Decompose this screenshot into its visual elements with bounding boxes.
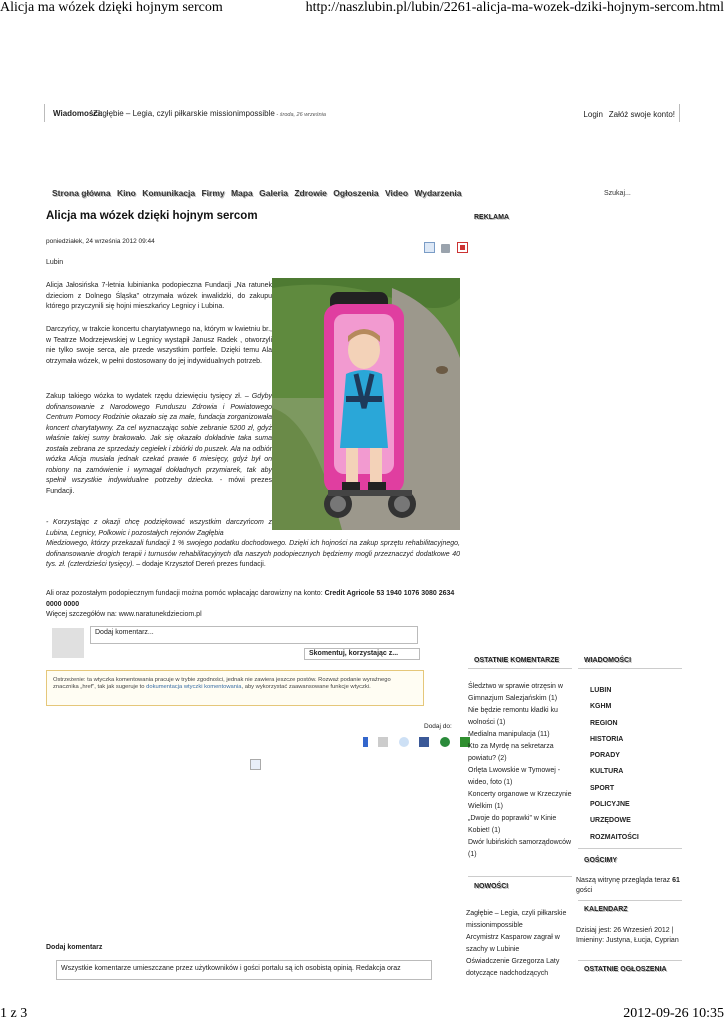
main-nav [52, 188, 465, 198]
list-item[interactable]: „Dwoje do poprawki” w Kinie Kobiet! (1) [468, 815, 557, 834]
article-paragraph-3-lead: Zakup takiego wózka to wydatek rzędu dziewięciu tysięcy zł. – [46, 393, 252, 400]
guests-text-b: gości [576, 887, 593, 894]
comment-policy-box: Wszystkie komentarze umieszczane przez użytkowników i gości portalu są ich osobistą opinią. Redakcja oraz [56, 960, 432, 980]
news-ticker-item[interactable] [93, 109, 326, 118]
latest-comments-list [468, 681, 572, 861]
nav-item-cinema[interactable]: Kino [116, 188, 136, 198]
divider [468, 876, 572, 877]
nav-item-events[interactable]: Wydarzenia [414, 188, 462, 198]
share-icons [358, 734, 476, 752]
add-comment-heading: Dodaj komentarz [46, 944, 103, 951]
nav-item-transport[interactable]: Komunikacja [142, 188, 196, 198]
divider [578, 848, 682, 849]
divider [578, 668, 682, 669]
warning-text-a: Ostrzeżenie: ta wtyczka komentowania pracuje w trybie zgodności, jednak nie zawiera jeszcze postów. Rozważ podanie wyraźnego znacznika „href”, tak jak sugeruje to [53, 677, 391, 690]
guests-text-a: Naszą witrynę przegląda teraz [576, 877, 673, 884]
print-page-number: 1 z 3 [0, 1006, 28, 1021]
nav-item-gallery[interactable]: Galeria [259, 188, 288, 198]
category-link-official[interactable]: URZĘDOWE [590, 817, 631, 825]
ad-heading: REKLAMA [474, 214, 509, 221]
category-link-region[interactable]: REGION [590, 719, 618, 727]
nav-item-home[interactable]: Strona główna [52, 188, 111, 198]
comment-input[interactable]: Dodaj komentarz... [90, 626, 418, 644]
print-datetime: 2012-09-26 10:35 [623, 1006, 724, 1021]
delicious-icon[interactable] [358, 737, 368, 747]
newest-list [466, 908, 570, 980]
email-icon[interactable] [424, 242, 435, 253]
category-link-police[interactable]: POLICYJNE [590, 801, 630, 809]
news-categories-list [590, 683, 639, 846]
nav-item-map[interactable]: Mapa [231, 188, 253, 198]
guests-heading: GOŚCIMY [584, 857, 618, 864]
calendar-heading: KALENDARZ [584, 906, 628, 913]
bank-account: Credit Agricole 53 1940 1076 3080 2634 0000 0000 [46, 590, 455, 608]
news-ticker-label: Wiadomości: [53, 109, 103, 118]
category-link-history[interactable]: HISTORIA [590, 735, 624, 743]
article-paragraph-1: Alicja Jałosińska 7-letnia lubinianka podopieczna Fundacji „Na ratunek dzieciom z Dolnego Śląska” otrzymała wózek inwalidzki, do zakupu którego przyczynili się hojni mieszkańcy Legnicy i Lubina. [46, 282, 272, 310]
comment-with-button[interactable]: Skomentuj, korzystając z... [304, 648, 420, 660]
digg-icon[interactable] [378, 737, 388, 747]
news-categories-heading: WIADOMOŚCI [584, 657, 632, 664]
search-input[interactable]: Szukaj... [604, 190, 631, 197]
article-paragraph-2: Darczyńcy, w trakcie koncertu charytatywnego na, którym w kwietniu br., w Teatrze Modrzejewskiej w Legnicy wystąpił Janusz Radek , otworzyli nie tylko swoje serca, ale przede wszystkim portfele. Dzięki temu Ala otrzymała wózek, w pełni dostosowany do jej indywidualnych potrzeb. [46, 326, 272, 365]
list-item[interactable]: Orlęta Lwowskie w Tymowej - wideo, foto (1) [468, 767, 561, 786]
article-tools [424, 240, 470, 258]
list-item[interactable]: Nie będzie remontu kładki ku wolności (1) [468, 707, 558, 726]
news-ticker-date: - środa, 26 września [274, 112, 326, 118]
list-item[interactable]: Śledztwo w sprawie otrzęsin w Gimnazjum Salezjańskim (1) [468, 683, 563, 702]
category-link-advice[interactable]: PORADY [590, 752, 620, 760]
article-paragraph-5 [46, 589, 460, 610]
reddit-icon[interactable] [399, 737, 409, 747]
register-link[interactable]: Załóż swoje konto! [608, 110, 675, 119]
list-item[interactable]: Zagłębie – Legia, czyli piłkarskie missionimpossible [466, 910, 567, 929]
avatar [52, 628, 84, 658]
stumbleupon-icon[interactable] [440, 737, 450, 747]
article-date: poniedziałek, 24 września 2012 09:44 [46, 238, 155, 245]
warning-text-b: , aby wykorzystać zaawansowane funkcje wtyczki. [241, 684, 371, 690]
comment-plugin-warning [46, 670, 424, 706]
article-photo [272, 278, 460, 530]
print-page-url: http://naszlubin.pl/lubin/2261-alicja-ma-wozek-dziki-hojnym-sercom.html [305, 0, 724, 15]
facebook-icon[interactable] [419, 737, 429, 747]
girl-in-wheelchair-image [272, 278, 460, 530]
nav-item-health[interactable]: Zdrowie [294, 188, 327, 198]
list-item[interactable]: Kto za Myrdę na sekretarza powiatu? (2) [468, 743, 554, 762]
guests-counter [576, 876, 680, 896]
guests-count: 61 [672, 877, 680, 884]
article-paragraph-3-tail: - mówi prezes Fundacji. [46, 477, 272, 495]
list-item[interactable]: Koncerty organowe w Krzeczynie Wielkim (1) [468, 791, 572, 810]
print-page-title: Alicja ma wózek dzięki hojnym sercom [0, 0, 223, 15]
article-paragraph-4a: - Korzystając z okazji chcę podziękować wszystkim darczyńcom z Lubina, Legnicy, Polkowic i pozostałych rejonów Zagłębia [46, 519, 272, 537]
nav-item-classifieds[interactable]: Ogłoszenia [333, 188, 379, 198]
article-paragraph-4b-tail: – dodaje Krzysztof Dereń prezes fundacji. [134, 561, 266, 568]
print-icon[interactable] [441, 244, 450, 253]
nav-item-video[interactable]: Video [385, 188, 409, 198]
list-item[interactable]: Medialna manipulacja (11) [468, 731, 550, 738]
list-item[interactable]: Arcymistrz Kasparow zagrał w szachy w Lubinie [466, 934, 560, 953]
latest-ads-heading: OSTATNIE OGŁOSZENIA [584, 966, 667, 973]
divider [578, 960, 682, 961]
article-paragraph-3-quote: Gdyby dofinansowanie z Narodowego Funduszu Zdrowia i Powiatowego Centrum Pomocy Rodzinie okazało się za małe, fundacja zorganizowała koncert charytatywny. Za cel wyznaczając sobie zebranie 5200 zł, gdyż właśnie takiej sumy brakowało. Jak się okazało dokładnie taka suma została zebrana ze sprzedaży cegiełek i zbiórki do puszek. Ala na odbiór wózka Alicja musiała jednak czekać prawie 6 miesięcy, gdyż był on robiony na zamówienie i wymagał dokładnych przymiarek, tak aby spełnił wszystkie indywidualne potrzeby dziecka. [46, 393, 272, 484]
latest-comments-heading: OSTATNIE KOMENTARZE [474, 657, 560, 664]
list-item[interactable]: Dwór lubińskich samorządowców (1) [468, 839, 572, 858]
divider [578, 900, 682, 901]
article-paragraph-3 [46, 392, 272, 497]
newest-heading: NOWOŚCI [474, 883, 509, 890]
category-link-culture[interactable]: KULTURA [590, 768, 624, 776]
news-ticker-headline[interactable]: Zagłębie – Legia, czyli piłkarskie missionimpossible [93, 109, 275, 118]
article-location: Lubin [46, 259, 64, 266]
ad-choices-icon[interactable] [250, 759, 261, 770]
pdf-icon[interactable] [457, 242, 468, 253]
article-paragraph-5-lead: Ali oraz pozostałym podopiecznym fundacji można pomóc wpłacając darowizny na konto: [46, 590, 325, 597]
nav-item-companies[interactable]: Firmy [201, 188, 225, 198]
category-link-misc[interactable]: ROZMAITOŚCI [590, 833, 639, 841]
list-item[interactable]: Oświadczenie Grzegorza Laty dotyczące nadchodzących [466, 958, 560, 977]
share-label: Dodaj do: [424, 723, 452, 730]
article-paragraph-4b-quote: Miedziowego, którzy przekazali fundacji 1 % swojego podatku dochodowego. Dzięki ich hojności na zakup sprzętu rehabilitacyjnego, dofinansowanie drogich terapii i turnusów rehabilitacyjnych dla naszych podopiecznych będziemy mogli przeznaczyć dodatkowe 40 tys. zł. (czterdzieści tysięcy). [46, 540, 460, 568]
article-title: Alicja ma wózek dzięki hojnym sercom [46, 210, 258, 222]
calendar-text: Dzisiaj jest: 26 Wrzesień 2012 | Imieniny: Justyna, Łucja, Cyprian [576, 927, 679, 944]
category-link-lubin[interactable]: LUBIN [590, 687, 612, 694]
article-paragraph-4b [46, 539, 460, 571]
divider [468, 668, 572, 669]
news-ticker-bar [44, 104, 680, 122]
article-more-info: Więcej szczegółów na: www.naratunekdzieciom.pl [46, 611, 202, 618]
comment-widget [50, 624, 422, 660]
category-link-kghm[interactable]: KGHM [590, 703, 612, 711]
login-link[interactable]: Login [583, 110, 603, 119]
category-link-sport[interactable]: SPORT [590, 784, 615, 792]
plugin-docs-link[interactable]: dokumentacja wtyczki komentowania [146, 684, 242, 690]
